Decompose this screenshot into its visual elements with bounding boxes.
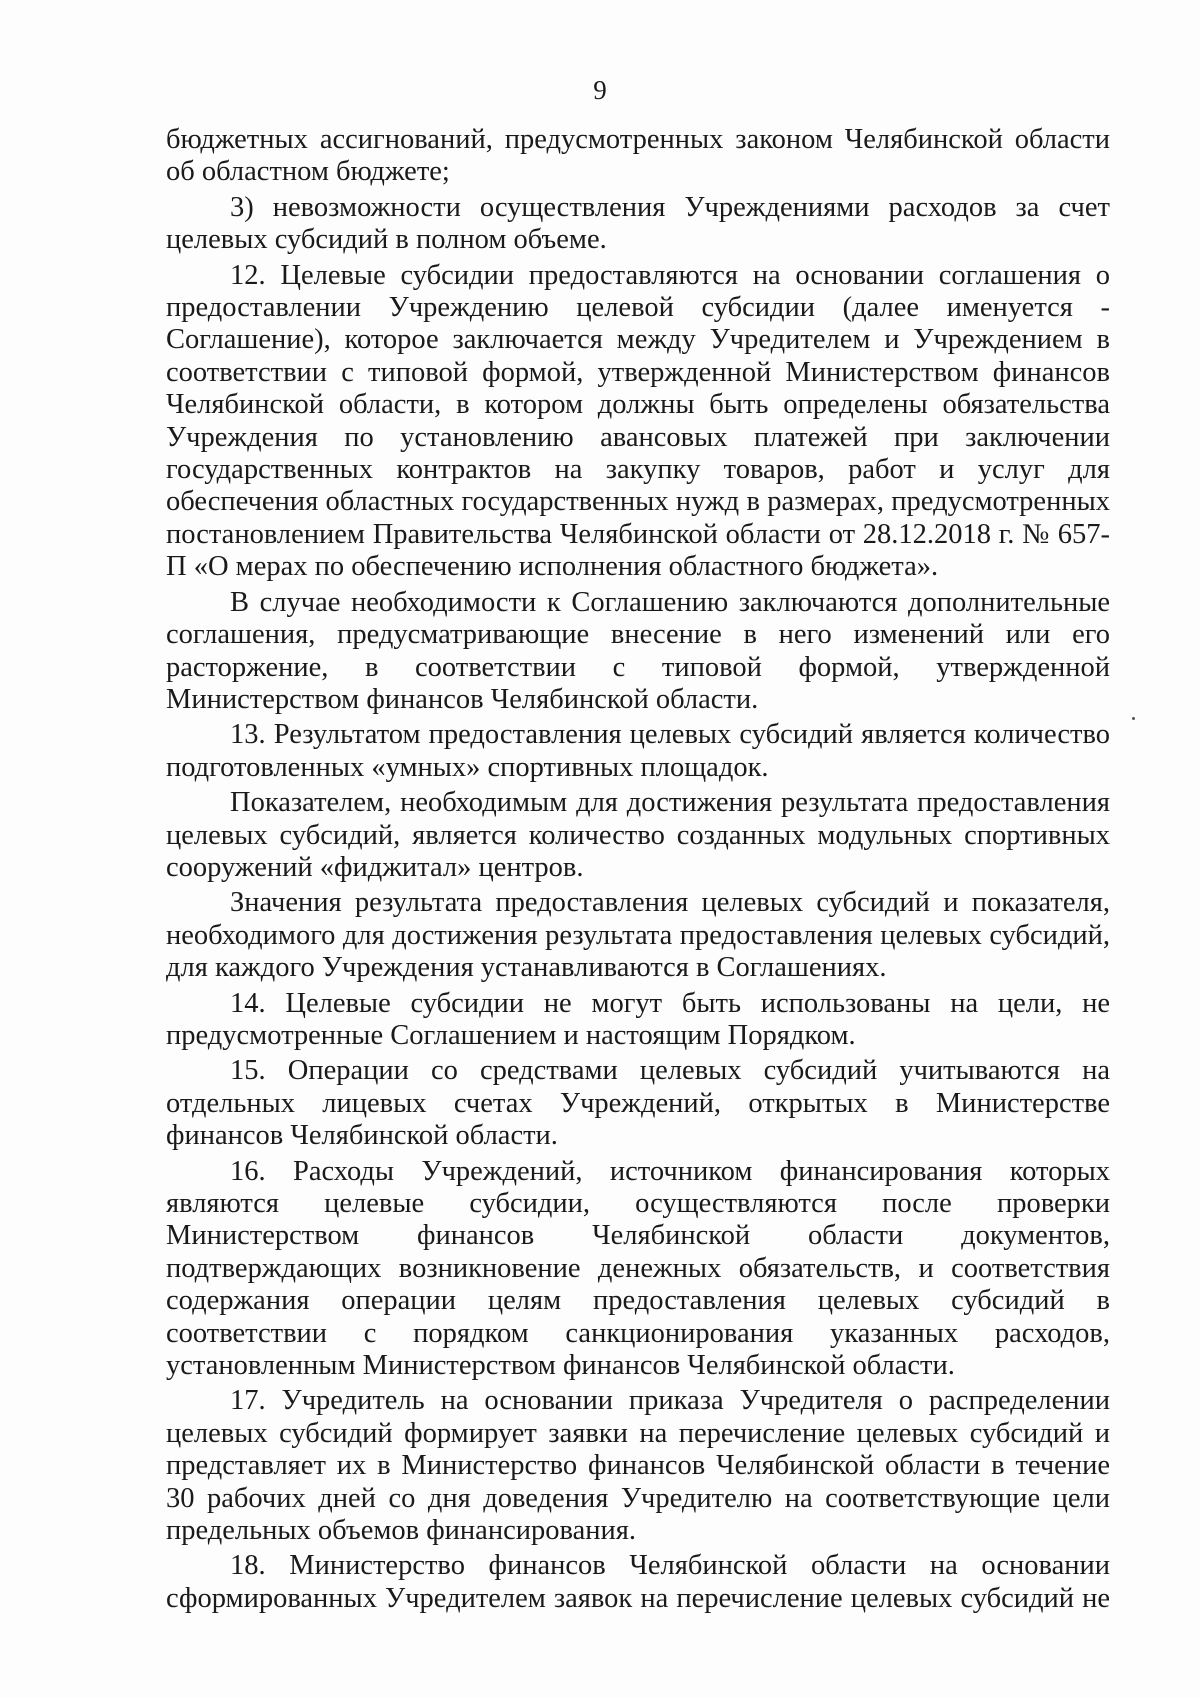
paragraph-13-values: Значения результата предоставления целевых субсидий и показателя, необходимого для достижения результата предоставления целевых субсидий, для каждого Учреждения устанавливаются в Соглашениях. [166,887,1110,984]
paragraph-12: 12. Целевые субсидии предоставляются на основании соглашения о предоставлении Учреждению целевой субсидии (далее именуется - Соглашение), которое заключается между Учредителем и Учреждением в соответствии с типовой формой, утвержденной Министерством финансов Челябинской области, в котором должны быть определены обязательства Учреждения по установлению авансовых платежей при заключении государственных контрактов на закупку товаров, работ и услуг для обеспечения областных государственных нужд в размерах, предусмотренных постановлением Правительства Челябинской области от 28.12.2018 г. № 657-П «О мерах по обеспечению исполнения областного бюджета». [166,259,1110,583]
paragraph-13: 13. Результатом предоставления целевых субсидий является количество подготовленных «умных» спортивных площадок. [166,719,1110,783]
paragraph-15: 15. Операции со средствами целевых субсидий учитываются на отдельных лицевых счетах Учреждений, открытых в Министерстве финансов Челябинской области. [166,1055,1110,1152]
paragraph-item-3: 3) невозможности осуществления Учреждениями расходов за счет целевых субсидий в полном объеме. [166,191,1110,256]
paragraph-14: 14. Целевые субсидии не могут быть использованы на цели, не предусмотренные Соглашением и настоящим Порядком. [166,987,1110,1051]
document-body [166,124,1110,1618]
paragraph-12-addendum: В случае необходимости к Соглашению заключаются дополнительные соглашения, предусматривающие внесение в него изменений или его расторжение, в соответствии с типовой формой, утвержденной Министерством финансов Челябинской области. [166,586,1110,715]
paragraph-16: 16. Расходы Учреждений, источником финансирования которых являются целевые субсидии, осуществляются после проверки Министерством финансов Челябинской области документов, подтверждающих возникновение денежных обязательств, и соответствия содержания операции целям предоставления целевых субсидий в соответствии с порядком санкционирования указанных расходов, установленным Министерством финансов Челябинской области. [166,1155,1110,1382]
paragraph-17: 17. Учредитель на основании приказа Учредителя о распределении целевых субсидий формирует заявки на перечисление целевых субсидий и представляет их в Министерство финансов Челябинской области в течение 30 рабочих дней со дня доведения Учредителю на соответствующие цели предельных объемов финансирования. [166,1385,1110,1547]
paragraph-18-partial: 18. Министерство финансов Челябинской области на основании сформированных Учредителем заявок на перечисление целевых субсидий не [166,1550,1110,1614]
scan-speck [1132,717,1135,720]
page-number: 9 [593,75,607,105]
paragraph-continuation: бюджетных ассигнований, предусмотренных законом Челябинской области об областном бюджете; [166,124,1110,188]
paragraph-13-indicator: Показателем, необходимым для достижения результата предоставления целевых субсидий, является количество созданных модульных спортивных сооружений «фиджитал» центров. [166,787,1110,883]
